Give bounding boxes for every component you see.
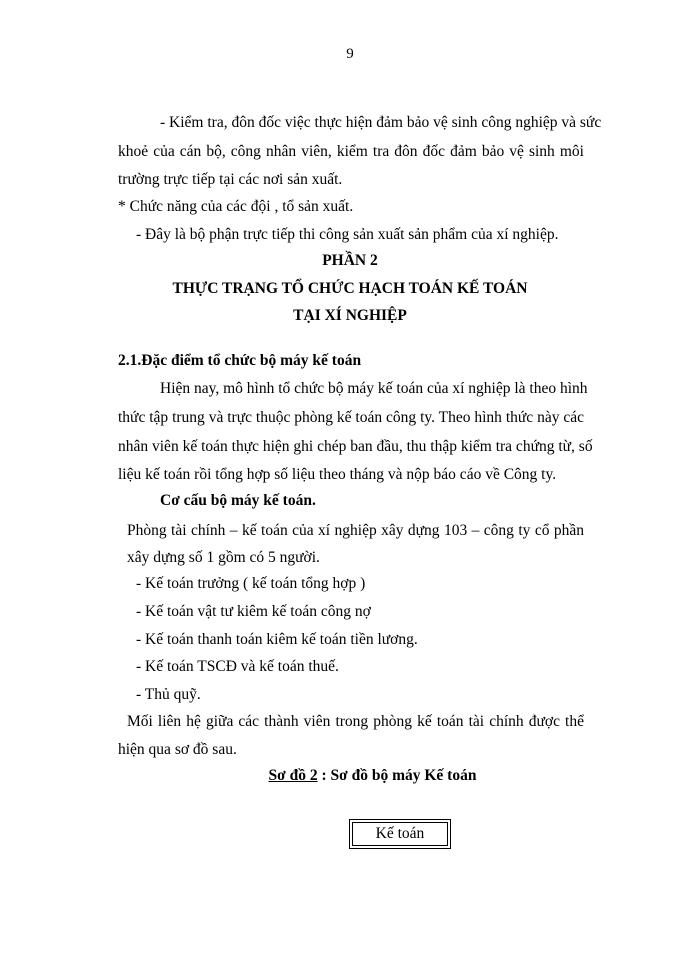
paragraph-line: liệu kế toán rồi tổng hợp số liệu theo tháng và nộp báo cáo về Công ty. <box>118 466 557 483</box>
subsection-heading: Cơ cấu bộ máy kế toán. <box>160 492 316 509</box>
paragraph-line: khoẻ của cán bộ, công nhân viên, kiểm tra đôn đốc đảm bảo vệ sinh môi <box>118 143 584 160</box>
diagram-box-ke-toan <box>349 819 451 849</box>
part-title: TẠI XÍ NGHIỆP <box>293 307 407 324</box>
part-title: THỰC TRẠNG TỔ CHỨC HẠCH TOÁN KẾ TOÁN <box>172 280 528 297</box>
paragraph-line: Hiện nay, mô hình tổ chức bộ máy kế toán của xí nghiệp là theo hình <box>160 380 588 397</box>
page-number: 9 <box>346 46 354 62</box>
role-item: - Thủ quỹ. <box>136 686 201 703</box>
role-item: - Kế toán trưởng ( kế toán tổng hợp ) <box>136 575 366 592</box>
paragraph-line: xây dựng số 1 gồm có 5 người. <box>127 549 320 566</box>
paragraph-line: trường trực tiếp tại các nơi sản xuất. <box>118 171 343 188</box>
paragraph-line: - Đây là bộ phận trực tiếp thi công sản xuất sản phẩm của xí nghiệp. <box>136 226 559 243</box>
diagram-caption-label: Sơ đồ 2 <box>268 767 318 784</box>
paragraph-line: - Kiểm tra, đôn đốc việc thực hiện đảm bảo vệ sinh công nghiệp và sức <box>160 114 602 131</box>
role-item: - Kế toán TSCĐ và kế toán thuế. <box>136 658 339 675</box>
section-heading: 2.1.Đặc điểm tổ chức bộ máy kế toán <box>118 352 362 369</box>
paragraph-line: Mối liên hệ giữa các thành viên trong phòng kế toán tài chính được thể <box>127 713 584 730</box>
part-label: PHẦN 2 <box>322 252 378 269</box>
paragraph-line: * Chức năng của các đội , tổ sản xuất. <box>118 198 354 215</box>
role-item: - Kế toán thanh toán kiêm kế toán tiền lương. <box>136 631 418 648</box>
paragraph-line: Phòng tài chính – kế toán của xí nghiệp xây dựng 103 – công ty cổ phần <box>127 522 584 539</box>
role-item: - Kế toán vật tư kiêm kế toán công nợ <box>136 603 371 620</box>
diagram-caption-text: : Sơ đồ bộ máy Kế toán <box>317 767 477 784</box>
diagram-box-label: Kế toán <box>352 822 448 846</box>
diagram-caption <box>0 766 700 786</box>
paragraph-line: nhân viên kế toán thực hiện ghi chép ban đầu, thu thập kiểm tra chứng từ, số <box>118 438 593 455</box>
paragraph-line: hiện qua sơ đồ sau. <box>118 741 237 758</box>
paragraph-line: thức tập trung và trực thuộc phòng kế toán công ty. Theo hình thức này các <box>118 409 584 426</box>
